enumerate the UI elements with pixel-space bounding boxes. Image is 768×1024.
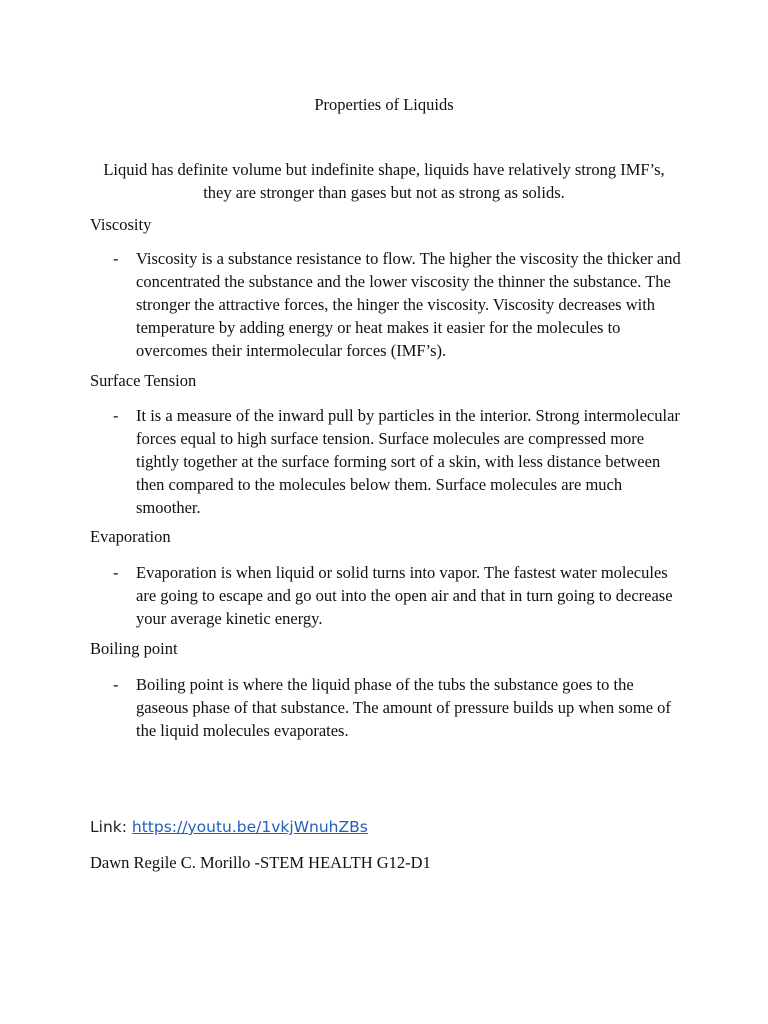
bullet-evaporation	[113, 561, 683, 630]
intro-paragraph: Liquid has definite volume but indefinite shape, liquids have relatively strong IMF’s, they are stronger than gases but not as strong as solids.	[103, 160, 665, 202]
bullet-boiling-point	[113, 673, 683, 742]
bullet-text: Evaporation is when liquid or solid turns into vapor. The fastest water molecules are going to escape and go out into the open air and that in turn going to decrease your average kinetic energy.	[136, 563, 673, 628]
link-line	[90, 818, 368, 836]
bullet-dash: -	[113, 675, 119, 694]
bullet-viscosity	[113, 247, 683, 362]
bullet-surface-tension	[113, 404, 683, 519]
document-title: Properties of Liquids	[314, 95, 454, 114]
link-label: Link:	[90, 818, 132, 836]
heading-evaporation: Evaporation	[90, 527, 171, 546]
bullet-text: It is a measure of the inward pull by particles in the interior. Strong intermolecular forces equal to high surface tension. Surface molecules are compressed more tightly together at the surface forming sort of a skin, with less distance between then compared to the molecules below them. Surface molecules are much smoother.	[136, 406, 680, 517]
bullet-text: Viscosity is a substance resistance to flow. The higher the viscosity the thicker and concentrated the substance and the lower viscosity the thinner the substance. The stronger the attractive forces, the hinger the viscosity. Viscosity decreases with temperature by adding energy or heat makes it easier for the molecules to overcomes their intermolecular forces (IMF’s).	[136, 249, 681, 360]
bullet-text: Boiling point is where the liquid phase of the tubs the substance goes to the gaseous phase of that substance. The amount of pressure builds up when some of the liquid molecules evaporates.	[136, 675, 671, 740]
bullet-dash: -	[113, 406, 119, 425]
heading-boiling-point: Boiling point	[90, 639, 178, 658]
heading-viscosity: Viscosity	[90, 215, 152, 234]
bullet-dash: -	[113, 563, 119, 582]
author-line: Dawn Regile C. Morillo -STEM HEALTH G12-D1	[90, 853, 431, 872]
heading-surface-tension: Surface Tension	[90, 371, 197, 390]
bullet-dash: -	[113, 249, 119, 268]
youtube-link[interactable]: https://youtu.be/1vkjWnuhZBs	[131, 818, 368, 836]
